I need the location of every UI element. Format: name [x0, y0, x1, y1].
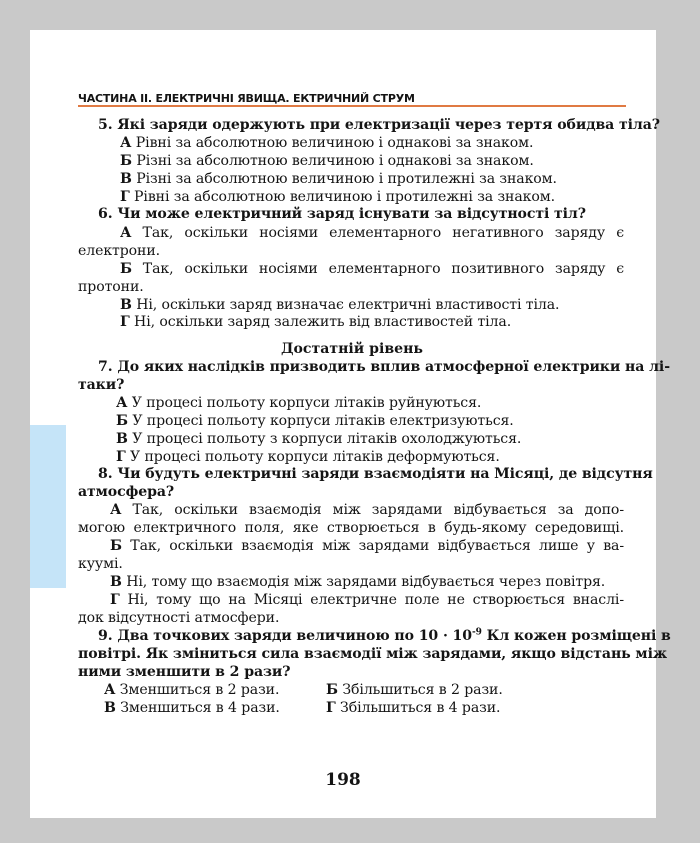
- exponent: -9: [471, 627, 482, 638]
- question-text: 9. Два точкових заряди величиною по 10 · 10: [98, 628, 472, 644]
- option-letter: Г: [120, 314, 130, 330]
- q8-option-a-line1: [78, 501, 624, 519]
- option-letter: Б: [120, 153, 132, 169]
- q9-option-a: [104, 681, 279, 699]
- q8-option-a-line2: могою електричного поля, яке створюється в будь-якому середовищі.: [78, 520, 624, 536]
- question-9-line1: [78, 627, 671, 645]
- option-text: Ні, тому що на Місяці електричне поле не створюється внаслі-: [127, 592, 624, 608]
- option-letter: Г: [110, 592, 120, 608]
- option-letter: А: [120, 225, 132, 241]
- q7-option-c: [116, 430, 521, 448]
- q9-option-d: [326, 699, 500, 717]
- option-text: Ні, оскільки заряд визначає електричні властивості тіла.: [136, 297, 560, 313]
- option-text: Так, оскільки взаємодія між зарядами відбувається за допо-: [132, 502, 624, 518]
- question-6: 6. Чи може електричний заряд існувати за відсутності тіл?: [98, 206, 586, 222]
- option-text: Так, оскільки носіями елементарного позитивного заряду є: [142, 261, 624, 277]
- section-title: Достатній рівень: [281, 341, 423, 357]
- question-8-line1: 8. Чи будуть електричні заряди взаємодіяти на Місяці, де відсутня: [98, 466, 653, 482]
- q9-option-c: [104, 699, 280, 717]
- option-letter: Г: [116, 449, 126, 465]
- option-text: Рівні за абсолютною величиною і однакові за знаком.: [135, 135, 534, 151]
- option-text: Різні за абсолютною величиною і однакові за знаком.: [136, 153, 534, 169]
- q7-option-d: [116, 448, 500, 466]
- option-text: Ні, оскільки заряд залежить від властивостей тіла.: [134, 314, 512, 330]
- q8-option-c: [110, 573, 605, 591]
- option-text: У процесі польоту з корпуси літаків охолоджуються.: [132, 431, 522, 447]
- option-letter: Г: [120, 189, 130, 205]
- question-9-line2: повітрі. Як зміниться сила взаємодії між зарядами, якщо відстань між: [78, 646, 667, 662]
- question-7-line2: таки?: [78, 377, 125, 393]
- q6-option-a-line1: [78, 224, 624, 242]
- option-letter: Б: [110, 538, 122, 554]
- q6-option-b-line1: [78, 260, 624, 278]
- q6-option-b-line2: протони.: [78, 279, 144, 295]
- q6-option-d: [120, 313, 511, 331]
- question-9-line3: ними зменшити в 2 рази?: [78, 664, 291, 680]
- option-text: Так, оскільки носіями елементарного негативного заряду є: [142, 225, 625, 241]
- option-text: Ні, тому що взаємодія між зарядами відбувається через повітря.: [126, 574, 606, 590]
- q5-option-a: [120, 134, 533, 152]
- question-8-line2: атмосфера?: [78, 484, 175, 500]
- q5-option-c: [120, 170, 557, 188]
- page-number: 198: [325, 770, 361, 790]
- option-text: Збільшиться в 2 рази.: [342, 682, 503, 698]
- option-letter: В: [116, 431, 128, 447]
- side-tab-marker: [30, 425, 66, 588]
- option-letter: А: [116, 395, 128, 411]
- q6-option-c: [120, 296, 559, 314]
- option-letter: В: [110, 574, 122, 590]
- question-7-line1: 7. До яких наслідків призводить вплив атмосферної електрики на лі-: [98, 359, 670, 375]
- q8-option-d-line2: док відсутності атмосфери.: [78, 610, 280, 626]
- option-letter: А: [120, 135, 132, 151]
- option-letter: В: [120, 297, 132, 313]
- q6-option-a-line2: електрони.: [78, 243, 161, 259]
- option-text: У процесі польоту корпуси літаків руйнуються.: [131, 395, 482, 411]
- option-letter: Б: [326, 682, 338, 698]
- q5-option-b: [120, 152, 534, 170]
- option-text: Зменшиться в 2 рази.: [119, 682, 280, 698]
- q5-option-d: [120, 188, 555, 206]
- option-text: У процесі польоту корпуси літаків електризуються.: [132, 413, 514, 429]
- option-letter: Б: [120, 261, 132, 277]
- option-letter: В: [120, 171, 132, 187]
- running-header: ЧАСТИНА II. ЕЛЕКТРИЧНІ ЯВИЩА. ЕКТРИЧНИЙ СТРУМ: [78, 92, 415, 105]
- option-letter: В: [104, 700, 116, 716]
- option-text: Збільшиться в 4 рази.: [340, 700, 501, 716]
- option-text: Так, оскільки взаємодія між зарядами відбувається лише у ва-: [130, 538, 624, 554]
- header-rule: [78, 105, 626, 107]
- option-text: Рівні за абсолютною величиною і протилежні за знаком.: [134, 189, 555, 205]
- q7-option-b: [116, 412, 514, 430]
- question-text: Кл кожен розміщені в: [481, 628, 671, 644]
- option-letter: А: [104, 682, 116, 698]
- option-letter: Г: [326, 700, 336, 716]
- question-5: 5. Які заряди одержують при електризації через тертя обидва тіла?: [98, 117, 660, 133]
- option-text: У процесі польоту корпуси літаків деформуються.: [130, 449, 500, 465]
- option-letter: Б: [116, 413, 128, 429]
- option-letter: А: [110, 502, 122, 518]
- q7-option-a: [116, 394, 481, 412]
- q8-option-d-line1: [78, 591, 624, 609]
- option-text: Різні за абсолютною величиною і протилежні за знаком.: [136, 171, 557, 187]
- option-text: Зменшиться в 4 рази.: [120, 700, 280, 716]
- q8-option-b-line2: куумі.: [78, 556, 123, 572]
- q8-option-b-line1: [78, 537, 624, 555]
- q9-option-b: [326, 681, 503, 699]
